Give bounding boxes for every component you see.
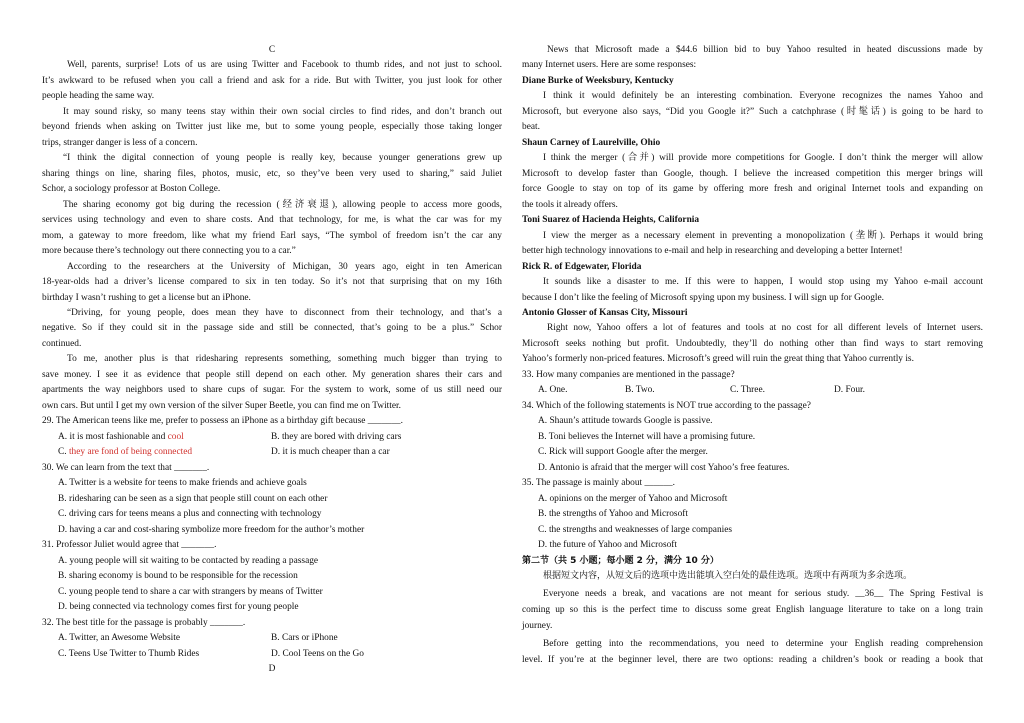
respondent-name: Toni Suarez of Hacienda Heights, California [522, 215, 700, 225]
option-a-text: A. it is most fashionable and [58, 432, 168, 442]
question-32-option-a[interactable]: A. Twitter, an Awesome Website [58, 633, 180, 643]
respondent-name: Rick R. of Edgewater, Florida [522, 262, 642, 272]
question-29-stem: 29. The American teens like me, prefer to possess an iPhone as a birthday gift because _______. [42, 416, 403, 426]
question-34-option-b[interactable]: B. Toni believes the Internet will have a promising future. [538, 432, 756, 442]
paragraph-line: negative. So if they could sit in the passage side and still be connected, that’s going to be a plus.” Schor [42, 323, 502, 333]
paragraph-line: Microsoft seeks nothing but profit. Undoubtedly, they’ll do nothing other than find ways to start removing [522, 339, 983, 349]
paragraph-line: Well, parents, surprise! Lots of us are using Twitter and Facebook to thumb rides, and not just to school. [67, 60, 502, 70]
paragraph-line: the tools it already offers. [522, 200, 618, 210]
paragraph-line: It sounds like a disaster to me. If this were to happen, I would stop using my Yahoo e-mail account [543, 277, 983, 287]
paragraph-line: level. If you’re at the beginner level, there are two options: reading a children’s book or reading a book that [522, 655, 983, 665]
question-35-stem: 35. The passage is mainly about ______. [522, 478, 675, 488]
question-31-option-a[interactable]: A. young people will sit waiting to be contacted by reading a passage [58, 556, 319, 566]
paragraph-line: apartments the way neighbors used to share cups of sugar. For the system to work, some of us still need our [42, 385, 502, 395]
question-30-option-d[interactable]: D. having a car and cost-sharing symbolize more freedom for the author’s mother [58, 525, 365, 535]
paragraph-line: many Internet users. Here are some responses: [522, 60, 697, 70]
paragraph-line: I think it would definitely be an interesting combination. Everyone recognizes the names Yahoo and [543, 91, 983, 101]
paragraph-line: services using technology and even to share costs. And that technology, for me, is what the car was for my [42, 215, 502, 225]
passage-label: C [268, 45, 276, 55]
question-31-stem: 31. Professor Juliet would agree that _______. [42, 540, 217, 550]
respondent-name: Antonio Glosser of Kansas City, Missouri [522, 308, 688, 318]
question-33-option-a[interactable]: A. One. [538, 385, 568, 395]
question-35-option-a[interactable]: A. opinions on the merger of Yahoo and Microsoft [538, 494, 728, 504]
question-35-option-d[interactable]: D. the future of Yahoo and Microsoft [538, 540, 678, 550]
paragraph-line: more because there’s technology out there connecting you to a car.” [42, 246, 296, 256]
question-29-option-d[interactable]: D. it is much cheaper than a car [271, 447, 390, 457]
paragraph-line: birthday I wasn’t rushing to get a license but an iPhone. [42, 293, 251, 303]
question-33-stem: 33. How many companies are mentioned in the passage? [522, 370, 735, 380]
paragraph-line: Right now, Yahoo offers a lot of features and tools at no cost for all different levels of Internet users. [547, 323, 983, 333]
question-29-option-a[interactable] [58, 431, 184, 443]
paragraph-line: Schor, a sociology professor at Boston College. [42, 184, 221, 194]
section-instruction: 根据短文内容，从短文后的选项中选出能填入空白处的最佳选项。选项中有两项为多余选项。 [543, 571, 913, 581]
paragraph-line: Before getting into the recommendations, you need to determine your English reading comprehension [543, 639, 983, 649]
question-32-stem: 32. The best title for the passage is probably _______. [42, 618, 246, 628]
option-c-highlight: they are fond of being connected [68, 447, 193, 457]
paragraph-line: 18-year-olds had a driver’s license compared to six in ten today. So it’s not that surprising that on my 16th [42, 277, 502, 287]
question-33-option-b[interactable]: B. Two. [625, 385, 655, 395]
paragraph-line: To me, another plus is that ridesharing represents something, something much bigger than trying to [67, 354, 502, 364]
section-heading: 第二节（共 5 小题；每小题 2 分，满分 10 分） [522, 556, 719, 566]
paragraph-line: continued. [42, 339, 82, 349]
paragraph-line: coming up so this is the perfect time to discuss some great English language literature to take on a long train [522, 605, 983, 615]
option-c-text: C. [58, 447, 69, 457]
paragraph-line: Everyone needs a break, and vacations are not meant for serious study. __36__ The Spring Festival is [543, 589, 983, 599]
question-29-option-b[interactable]: B. they are bored with driving cars [271, 432, 402, 442]
paragraph-line: because I don’t like the feeling of Microsoft spying upon my business. I will sign up for Google. [522, 293, 885, 303]
question-34-option-a[interactable]: A. Shaun’s attitude towards Google is passive. [538, 416, 713, 426]
paragraph-line: The sharing economy got big during the recession (经济衰退), allowing people to access more goods, [63, 200, 502, 210]
paragraph-line: Microsoft, but everyone also says, “Did you Google it?” Such a catchphrase (时髦话) is going to be hard to [522, 107, 983, 117]
paragraph-line: beat. [522, 122, 540, 132]
paragraph-line: trips, stranger danger is less of a concern. [42, 138, 198, 148]
paragraph-line: Yahoo’s formerly non-priced features. Microsoft’s greed will ruin the great thing that Yahoo currently is. [522, 354, 914, 364]
paragraph-line: better high technology innovations to e-mail and help in researching and developing a better Internet! [522, 246, 903, 256]
paragraph-line: News that Microsoft made a $44.6 billion bid to buy Yahoo resulted in heated discussions made by [547, 45, 983, 55]
paragraph-line: sharing things on line, sharing files, photos, music, etc, so they’ve been very used to sharing,” said Juliet [42, 169, 502, 179]
paragraph-line: force Google to stay on top of its game by offering more fresh and original Internet tools and expanding on [522, 184, 983, 194]
respondent-name: Diane Burke of Weeksbury, Kentucky [522, 76, 674, 86]
question-32-option-b[interactable]: B. Cars or iPhone [271, 633, 338, 643]
question-30-option-b[interactable]: B. ridesharing can be seen as a sign that people still count on each other [58, 494, 328, 504]
paragraph-line: I view the merger as a necessary element in preventing a monopolization (垄断). Perhaps it would bring [543, 231, 983, 241]
paragraph-line: Microsoft to develop faster than Google, though. I believe the increased competition this merger brings will [522, 169, 983, 179]
paragraph-line: “I think the digital connection of young people is really key, because younger generations grew up [63, 153, 502, 163]
question-31-option-b[interactable]: B. sharing economy is bound to be responsible for the recession [58, 571, 298, 581]
question-33-option-d[interactable]: D. Four. [834, 385, 865, 395]
question-31-option-d[interactable]: D. being connected via technology comes first for young people [58, 602, 299, 612]
question-30-option-a[interactable]: A. Twitter is a website for teens to make friends and achieve goals [58, 478, 307, 488]
question-32-option-c[interactable]: C. Teens Use Twitter to Thumb Rides [58, 649, 200, 659]
paragraph-line: “Driving, for young people, does mean they have to disconnect from their technology, and that’s a [67, 308, 502, 318]
paragraph-line: people heading the same way. [42, 91, 155, 101]
passage-label: D [268, 664, 276, 674]
question-34-option-d[interactable]: D. Antonio is afraid that the merger will cost Yahoo’s free features. [538, 463, 790, 473]
paragraph-line: beyond friends when asking on Twitter just like me, but to some young people, especially those taking longer [42, 122, 502, 132]
paragraph-line: It may sound risky, so many teens stay within their own social circles to find rides, and don’t branch out [63, 107, 502, 117]
paragraph-line: journey. [522, 621, 553, 631]
question-34-option-c[interactable]: C. Rick will support Google after the merger. [538, 447, 708, 457]
question-31-option-c[interactable]: C. young people tend to share a car with strangers by means of Twitter [58, 587, 323, 597]
paragraph-line: It’s awkward to be refused when you call a friend and ask for a ride. But with Twitter, you just look for other [42, 76, 502, 86]
question-32-option-d[interactable]: D. Cool Teens on the Go [271, 649, 364, 659]
paragraph-line: According to the researchers at the University of Michigan, 30 years ago, eight in ten American [67, 262, 502, 272]
question-35-option-b[interactable]: B. the strengths of Yahoo and Microsoft [538, 509, 688, 519]
question-34-stem: 34. Which of the following statements is NOT true according to the passage? [522, 401, 811, 411]
question-29-option-c[interactable] [58, 446, 192, 458]
paragraph-line: own cars. But until I get my own version of the silver Super Beetle, you can find me on Twitter. [42, 401, 401, 411]
respondent-name: Shaun Carney of Laurelville, Ohio [522, 138, 661, 148]
question-30-option-c[interactable]: C. driving cars for teens means a plus and connecting with technology [58, 509, 322, 519]
paragraph-line: mom, a gateway to more freedom, like what my friend Earl says, “The symbol of freedom isn’t the car any [42, 231, 502, 241]
question-35-option-c[interactable]: C. the strengths and weaknesses of large companies [538, 525, 733, 535]
paragraph-line: save money. I see it as evidence that people still depend on each other. My generation shares their cars and [42, 370, 502, 380]
option-a-highlight: cool [167, 432, 184, 442]
question-30-stem: 30. We can learn from the text that _______. [42, 463, 210, 473]
paragraph-line: I think the merger (合并) will provide more competitions for Google. I don’t think the merger will allow [543, 153, 983, 163]
question-33-option-c[interactable]: C. Three. [730, 385, 765, 395]
